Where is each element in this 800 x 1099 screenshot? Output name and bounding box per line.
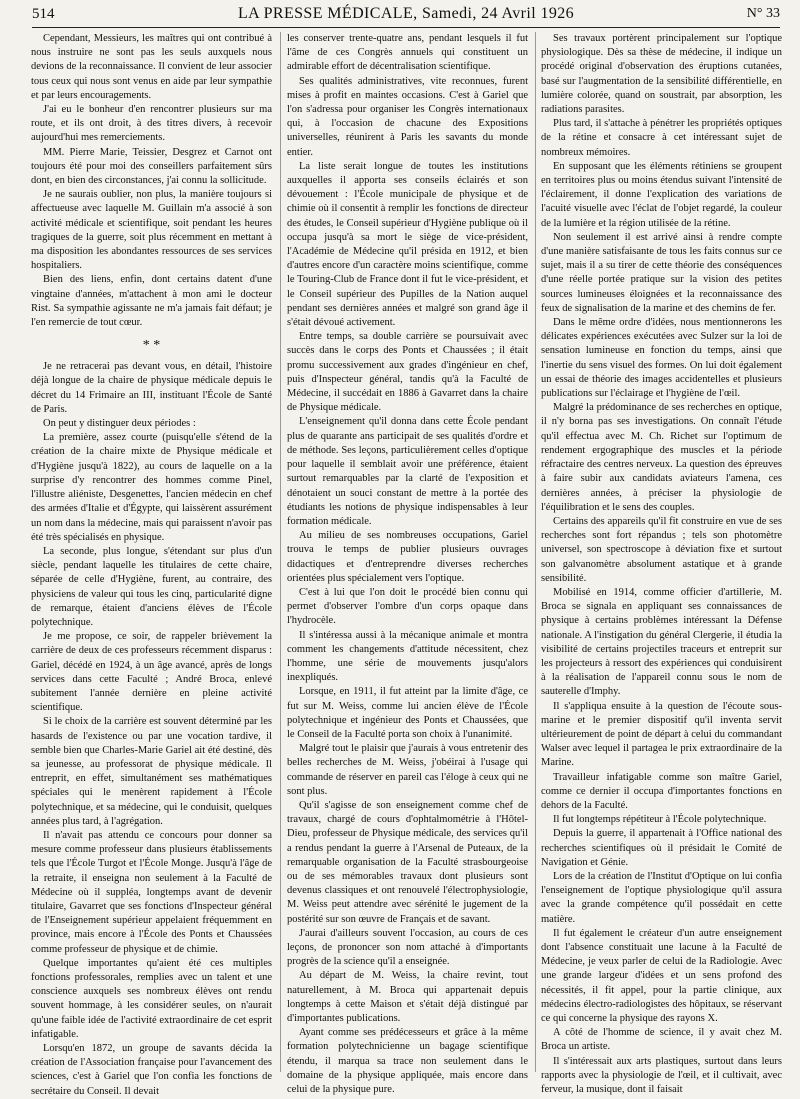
paragraph: Je ne saurais oublier, non plus, la manière toujours si affectueuse avec laquelle M. Guillain m'a associé à son activité médicale et scientifique, soit pendant les heures tragiques de la guerre, soit plus récemment en mettant à ma disposition les abondantes ressources de ses services hospitaliers. xyxy=(31,189,272,272)
paragraph: Lors de la création de l'Institut d'Optique on lui confia l'enseignement de l'optique physiologique qu'il assura avec la grande compétence qu'il possédait en cette matière. xyxy=(541,870,782,925)
paragraph: Malgré la prédominance de ses recherches en optique, il n'y borna pas ses investigations. On connaît l'étude qu'il effectua avec M. Ch. Richet sur l'optimum de rendement ergographique des muscles et la période réfractaire des centres nerveux. La question des épreuves à faire subir aux candidats aviateurs l'amena, ces dernières années, à préciser la physiologie de l'équilibration et le sens des couples. xyxy=(541,402,782,513)
paragraph: Ses qualités administratives, vite reconnues, furent mises à profit en maintes occasions. C'est à Gariel que l'on s'adressa pour organiser les Congrès internationaux qui, à l'occasion de chacune des Expositions universelles, réunirent à Paris les savants du monde entier. xyxy=(287,75,528,158)
paragraph: Si le choix de la carrière est souvent déterminé par les hasards de l'existence ou par une vocation tardive, il semble bien que Charles-Marie Gariel ait été destiné, dès sa jeunesse, au professorat de physique médicale. Il entreprit, en effet, simultanément ses mathématiques spéciales qui le menèrent rapidement à l'École polytechnique, et sa médecine, qui le conduisit, quelques années plus tard, à l'agrégation. xyxy=(31,716,272,827)
text-column-1 xyxy=(31,32,272,1097)
paragraph: La liste serait longue de toutes les institutions auxquelles il apporta ses conseils éclairés et son dévouement : l'École municipale de physique et de chimie où il consentit à remplir les fonctions de directeur des études, le Conseil supérieur d'Hygiène publique où il occupa jusqu'à sa mort le siège de vice-président, l'Académie de Médecine qu'il présida en 1912, et bien d'autres encore d'un caractère moins scientifique, comme le Touring-Club de France dont il fut le vice-président, et le Conseil supérieur des Pupilles de la Nation auquel pendant ses dernières années et malgré son grand âge il s'était dévoué activement. xyxy=(287,160,528,329)
paragraph: Il s'appliqua ensuite à la question de l'écoute sous-marine et le premier dispositif qu'il inventa servit ultérieurement de point de départ à celui du commandant Walser avec lequel il partagea le prix extraordinaire de la Marine. xyxy=(541,700,782,769)
paragraph: La seconde, plus longue, s'étendant sur plus d'un siècle, pendant laquelle les titulaires de cette chaire, séparée de celle d'Hygiène, furent, au contraire, des physiciens de valeur qui tous les cinq, particularité digne de remarque, étaient d'anciens élèves de l'École polytechnique. xyxy=(31,545,272,628)
paragraph: Malgré tout le plaisir que j'aurais à vous entretenir des belles recherches de M. Weiss, j'obéirai à l'usage qui commande de réserver en pareil cas l'éloge à ceux qui ne sont plus. xyxy=(287,743,528,797)
paragraph: les conserver trente-quatre ans, pendant lesquels il fut l'âme de ces Congrès annuels qui constituent un admirable effort de décentralisation scientifique. xyxy=(287,33,528,73)
text-column-3 xyxy=(541,32,782,1096)
paragraph: L'enseignement qu'il donna dans cette École pendant plus de quarante ans participait de ses qualités d'ordre et de méthode. Ses leçons, particulièrement celles d'optique pour laquelle il semblait avoir une préférence, étaient surtout remarquables par la clarté de l'exposition et dénotaient un souci constant de mettre à la portée des étudiants les notions de physique indispensables à leur formation médicale. xyxy=(287,416,528,527)
paragraph: Mobilisé en 1914, comme officier d'artillerie, M. Broca se signala en appliquant ses connaissances de physique à certains problèmes intéressant la Défense nationale. A l'instigation du général Clergerie, il étudia la visibilité de certains projectiles traceurs et entreprit sur les projecteurs à ressort des expériences qui conduisirent à la réalisation de l'appareil connu sous le nom de sauterelle d'Imphy. xyxy=(541,586,782,698)
paragraph: Je ne retracerai pas devant vous, en détail, l'histoire déjà longue de la chaire de physique médicale depuis le décret du 14 Frimaire an III, instituant l'École de Santé de Paris. xyxy=(31,361,272,415)
paragraph: Entre temps, sa double carrière se poursuivait avec succès dans le corps des Ponts et Chaussées ; il était promu successivement aux grades d'ingénieur en chef, puis d'Inspecteur général, tandis qu'à la Faculté de Médecine, il succédait en 1886 à Gavarret dans la chaire de Physique médicale. xyxy=(287,331,528,414)
paragraph: Plus tard, il s'attache à pénétrer les propriétés optiques de la rétine et consacre à cet intéressant sujet de nombreux mémoires. xyxy=(541,118,782,158)
paragraph: Bien des liens, enfin, dont certains datent d'une vingtaine d'années, m'attachent à mon ami le docteur Rist. Sa sympathie agissante ne m'a jamais fait défaut; je l'en remercie de tout cœur. xyxy=(31,274,272,329)
section-asterism: * * xyxy=(142,338,161,354)
column-divider xyxy=(535,32,536,1072)
paragraph: Certains des appareils qu'il fit construire en vue de ses recherches sont fort répandus ; tels son photomètre universel, son spectroscope à déviation fixe et surtout son galvanomètre absolument astatique et à grande sensibilité. xyxy=(541,515,782,584)
issue-number: N° 33 xyxy=(746,6,780,21)
paragraph: Lorsqu'en 1872, un groupe de savants décida la création de l'Association française pour l'avancement des sciences, c'est à Gariel que l'on confia les fonctions de secrétaire du Conseil. Il devait xyxy=(31,1043,272,1097)
paragraph: MM. Pierre Marie, Teissier, Desgrez et Carnot ont toujours été pour moi des conseillers parfaitement sûrs dont, en bien des circonstances, j'ai connu la sollicitude. xyxy=(31,146,272,187)
paragraph: Il s'intéressa aussi à la mécanique animale et montra comment les changements d'attitude nécessitent, chez l'homme, une série de mouvements jusqu'alors inexpliqués. xyxy=(287,629,528,684)
paragraph: C'est à lui que l'on doit le procédé bien connu qui permet d'observer l'ombre d'un corps opaque dans l'hydrocèle. xyxy=(287,586,528,627)
paragraph: Je me propose, ce soir, de rappeler brièvement la carrière de deux de ces professeurs récemment disparus : Gariel, décédé en 1924, à un âge avancé, après de longs services dans cette Faculté ; André Broca, enlevé subitement l'année dernière en pleine activité scientifique. xyxy=(31,631,272,714)
paragraph: Quelque importantes qu'aient été ces multiples fonctions professorales, remplies avec un talent et une conscience auxquels ses nombreux élèves ont rendu souvent hommage, à les considérer seules, on n'aurait qu'une faible idée de l'activité extraordinaire de cet esprit infatigable. xyxy=(31,957,272,1040)
paragraph: Depuis la guerre, il appartenait à l'Office national des recherches scientifiques où il présidait le Comité de Navigation et Génie. xyxy=(541,828,782,868)
paragraph: On peut y distinguer deux périodes : xyxy=(43,418,196,430)
paragraph: Qu'il s'agisse de son enseignement comme chef de travaux, chargé de cours d'ophtalmométrie à l'Hôtel-Dieu, professeur de Physique médicale, des services qu'il a rendus pendant la guerre à l'Arsenal de Puteaux, de la remarquable organisation de la Faculté strasbourgeoise ou de ses mémorables travaux dont plusieurs sont devenus classiques et ont renouvelé l'électrophysiologie, M. Weiss peut attendre avec sérénité le jugement de la postérité sur son œuvre de Français et de savant. xyxy=(287,799,528,925)
paragraph: Travailleur infatigable comme son maître Gariel, comme ce dernier il occupa d'importantes fonctions en dehors de la Faculté. xyxy=(541,771,782,811)
paragraph: Lorsque, en 1911, il fut atteint par la limite d'âge, ce fut sur M. Weiss, comme lui ancien élève de l'École polytechnique et ingénieur des Ponts et Chaussées, que le Conseil de la Faculté porta son choix à l'unanimité. xyxy=(287,686,528,740)
paragraph: Au milieu de ses nombreuses occupations, Gariel trouva le temps de publier plusieurs ouvrages didactiques et d'entreprendre diverses recherches orientées plus spécialement vers l'optique. xyxy=(287,530,528,584)
paragraph: Ayant comme ses prédécesseurs et grâce à la même formation polytechnicienne un bagage scientifique étendu, il marqua sa trace non seulement dans le domaine de la physique appliquée, mais encore dans celui de la physique pure. xyxy=(287,1027,528,1096)
paragraph: Il n'avait pas attendu ce concours pour donner sa mesure comme professeur dans plusieurs établissements tels que l'École Turgot et l'École Monge. Jusqu'à l'âge de la retraite, il enseigna non seulement à la Faculté de Médecine où il suppléa, longtemps avant de devenir titulaire, Gavarret que ses fonctions d'Inspecteur général de l'Enseignement supérieur appelaient fréquemment en province, mais encore à l'École des Ponts et Chaussées comme professeur de physique et de chimie. xyxy=(31,829,272,955)
running-header xyxy=(32,4,780,28)
paragraph: Au départ de M. Weiss, la chaire revint, tout naturellement, à M. Broca qui appartenait depuis longtemps à cette Maison et s'était déjà distingué par d'importantes publications. xyxy=(287,970,528,1025)
paragraph: Il s'intéressait aux arts plastiques, surtout dans leurs rapports avec la physiologie de l'œil, et il cultivait, avec ferveur, la musique, dont il faisait xyxy=(541,1055,782,1096)
paragraph: J'ai eu le bonheur d'en rencontrer plusieurs sur ma route, et ils ont droit, à des titres divers, à recevoir aujourd'hui mes remerciements. xyxy=(31,104,272,144)
paragraph: A côté de l'homme de science, il y avait chez M. Broca un artiste. xyxy=(541,1027,782,1053)
journal-title: LA PRESSE MÉDICALE, Samedi, 24 Avril 1926 xyxy=(237,5,575,22)
paragraph: Il fut longtemps répétiteur à l'École polytechnique. xyxy=(553,814,767,826)
text-column-2 xyxy=(287,32,528,1096)
paragraph: Non seulement il est arrivé ainsi à rendre compte d'une manière satisfaisante de tous les faits connus sur ce sujet, mais il a su tirer de cette théorie des conséquences d'une réelle portée pratique sur la vision des petites sources lumineuses éloignées et la reconnaissance des feux de signalisation de la marine et des chemins de fer. xyxy=(541,231,782,314)
header-rule xyxy=(32,27,780,28)
paragraph: Dans le même ordre d'idées, nous mentionnerons les délicates expériences exécutées avec Sulzer sur la loi de sensation lumineuse en fonction du temps, ainsi que l'inertie du sens visuel des formes. On lui doit également un essai de théorie des images accidentelles et plusieurs publications sur l'éclairage et l'hygiène de l'œil. xyxy=(541,317,782,400)
page-number: 514 xyxy=(32,6,55,22)
paragraph: J'aurai d'ailleurs souvent l'occasion, au cours de ces leçons, de prononcer son nom attaché à d'importants progrès de la science qu'il a enseignée. xyxy=(287,927,528,968)
paragraph: Il fut également le créateur d'un autre enseignement dont l'absence constituait une lacune à la Faculté de Médecine, je veux parler de celui de la Radiologie. Avec une grande largeur d'idées et un sens profond des nécessités, il fit appel, pour la partie clinique, aux médecins électro-radiologistes des hôpitaux, se réservant ce qui concerne la physique des rayons X. xyxy=(541,927,782,1025)
paragraph: La première, assez courte (puisqu'elle s'étend de la création de la chaire mixte de Physique médicale et d'Hygiène jusqu'à 1822), au cours de laquelle on a la surprise d'y rencontrer des hommes comme Pinel, l'illustre aliéniste, Desgenettes, l'ancien médecin en chef des armées d'Italie et d'Égypte, qui laissèrent assurément un nom dans la médecine, mais qui paraissent n'avoir pas été très spécialisés en physique. xyxy=(31,432,272,543)
paragraph: Cependant, Messieurs, les maîtres qui ont contribué à nous instruire ne sont pas les seuls auxquels nous devions de la reconnaissance. Il convient de leur associer tous ceux qui nous sont venus en aide par leur sympathie et par leurs encouragements. xyxy=(31,33,272,101)
column-divider xyxy=(280,32,281,1072)
paragraph: Ses travaux portèrent principalement sur l'optique physiologique. Dès sa thèse de médecine, il indique un procédé original d'observation des éruptions cutanées, basé sur l'augmentation de la sensibilité différentielle, en lumière colorée, quand on soustrait, par absorption, les radiations parasites. xyxy=(541,33,782,116)
paragraph: En supposant que les éléments rétiniens se groupent en territoires plus ou moins étendus suivant l'intensité de l'éclairement, il donne l'explication des variations de l'acuité visuelle avec l'éclat de l'objet regardé, la couleur de la lumière et la région utilisée de la rétine. xyxy=(541,160,782,229)
